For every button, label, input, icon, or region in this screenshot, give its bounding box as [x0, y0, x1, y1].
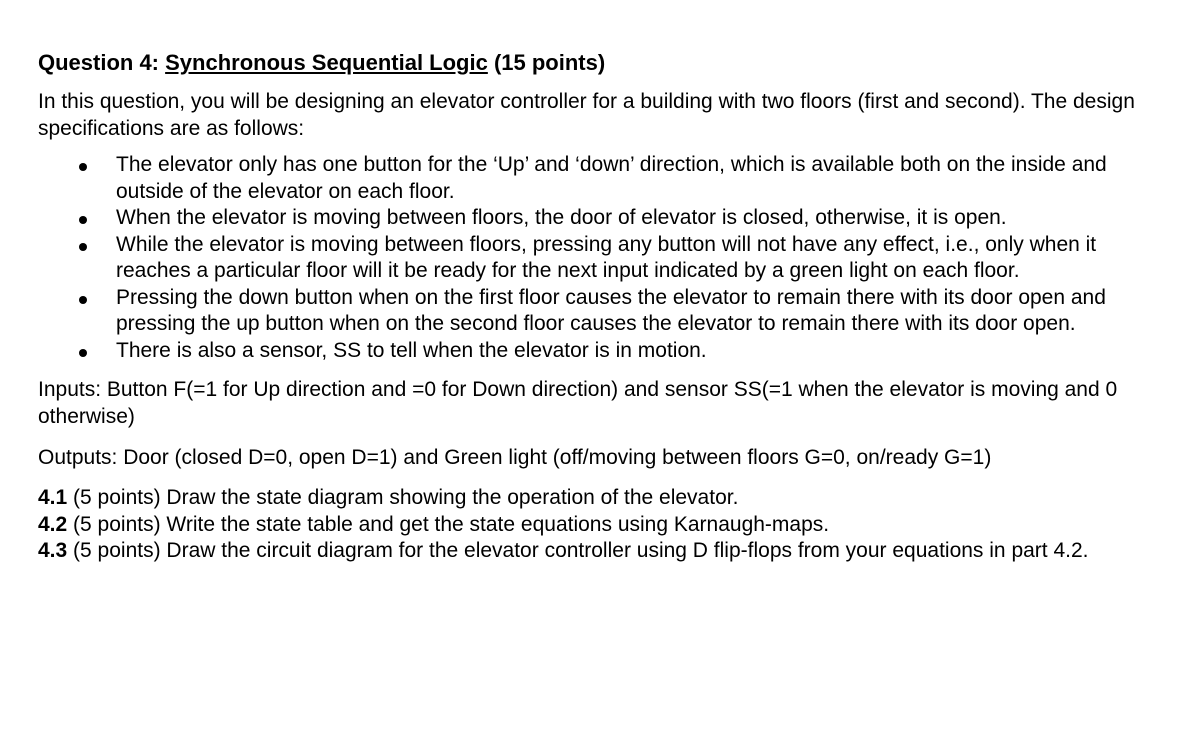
part-text: (5 points) Write the state table and get the state equations using Karnaugh-maps.	[67, 512, 830, 536]
specification-list	[38, 152, 1168, 364]
specification-text: The elevator only has one button for the ‘Up’ and ‘down’ direction, which is available both on the inside and outside of the elevator on each floor.	[116, 153, 1107, 203]
part-number: 4.3	[38, 539, 68, 562]
specification-item	[38, 232, 1116, 285]
question-page	[38, 48, 1168, 581]
bullet-icon	[79, 243, 87, 251]
question-parts-list	[38, 485, 1168, 565]
bullet-icon	[79, 216, 87, 224]
part-number: 4.1	[38, 486, 68, 509]
specification-item	[38, 285, 1116, 338]
bullet-icon	[79, 163, 87, 171]
question-part	[38, 512, 1168, 539]
outputs-paragraph: Outputs: Door (closed D=0, open D=1) and Green light (off/moving between floors G=0, on/ready G=1)	[38, 446, 992, 469]
question-part	[38, 485, 1168, 512]
title-topic: Synchronous Sequential Logic	[165, 50, 488, 75]
title-prefix: Question 4:	[38, 50, 166, 75]
bullet-icon	[79, 296, 87, 304]
part-text: (5 points) Draw the state diagram showing the operation of the elevator.	[67, 486, 739, 509]
intro-paragraph: In this question, you will be designing an elevator controller for a building with two floors (first and second). The design specifications are as follows:	[38, 90, 1135, 140]
specification-text: While the elevator is moving between floors, pressing any button will not have any effect, i.e., only when it reaches a particular floor will it be ready for the next input indicated by a green light on each floor.	[116, 232, 1097, 282]
title-suffix: (15 points)	[487, 50, 606, 75]
specification-text: There is also a sensor, SS to tell when the elevator is in motion.	[116, 338, 707, 362]
specification-text: Pressing the down button when on the first floor causes the elevator to remain there with its door open and pressing the up button when on the second floor causes the elevator to remain there with its door open.	[116, 285, 1106, 335]
question-title	[38, 48, 1168, 78]
question-part	[38, 538, 1168, 565]
specification-item	[38, 152, 1116, 205]
part-text: (5 points) Draw the circuit diagram for the elevator controller using D flip-flops from your equations in part 4.2.	[67, 539, 1089, 562]
specification-item	[38, 338, 1116, 365]
part-number: 4.2	[38, 512, 68, 536]
specification-text: When the elevator is moving between floors, the door of elevator is closed, otherwise, it is open.	[116, 206, 1007, 229]
specification-item	[38, 205, 1116, 232]
inputs-paragraph: Inputs: Button F(=1 for Up direction and =0 for Down direction) and sensor SS(=1 when the elevator is moving and 0 otherwise)	[38, 378, 1118, 428]
bullet-icon	[79, 349, 87, 357]
